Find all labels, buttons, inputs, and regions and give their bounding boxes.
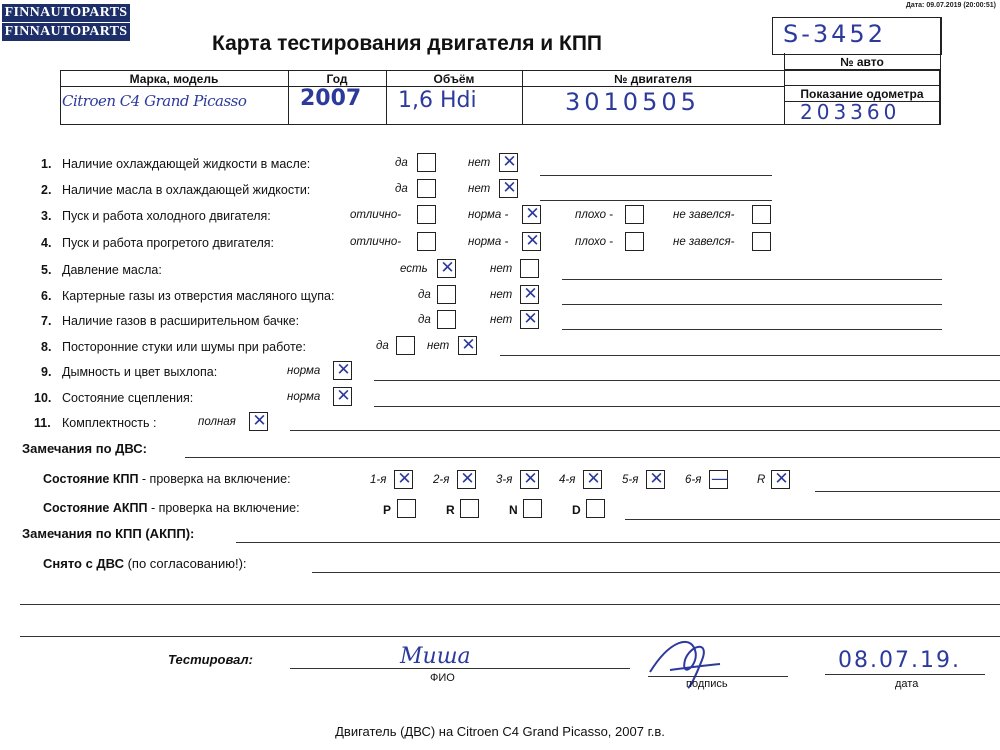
value-model: Citroen C4 Grand Picasso — [62, 92, 247, 110]
check-mark-icon: ✕ — [525, 231, 540, 251]
q4-normal-checkbox[interactable] — [522, 232, 541, 251]
signature-label: подпись — [686, 678, 728, 690]
gear-checkbox[interactable] — [709, 470, 728, 489]
gear-checkbox[interactable] — [646, 470, 665, 489]
watermark-logo-2: FINNAUTOPARTS — [2, 23, 130, 41]
check-mark-icon: ✕ — [336, 386, 351, 406]
tested-label: Тестировал: — [168, 652, 253, 667]
q9-normal-checkbox[interactable] — [333, 361, 352, 380]
q6-yes-checkbox[interactable] — [437, 285, 456, 304]
q4-excellent-checkbox[interactable] — [417, 232, 436, 251]
gear-checkbox[interactable] — [457, 470, 476, 489]
value-year: 2007 — [300, 86, 362, 111]
gear-checkbox[interactable] — [394, 470, 413, 489]
check-mark-icon: ✕ — [461, 335, 476, 355]
q9-normal-label: норма — [287, 365, 321, 377]
question-number: 6. — [41, 289, 52, 303]
q2-yes-checkbox[interactable] — [417, 179, 436, 198]
auto-gear-label: D — [572, 503, 581, 517]
header-car-no: № авто — [840, 55, 884, 69]
removed-rest: (по согласованию!): — [123, 556, 247, 571]
check-mark-icon: ✕ — [336, 360, 351, 380]
check-mark-icon: ✕ — [440, 258, 455, 278]
check-mark-icon: ✕ — [252, 411, 267, 431]
q3-bad-checkbox[interactable] — [625, 205, 644, 224]
q5-present-label: есть — [400, 263, 428, 275]
q2-no-label: нет — [468, 183, 491, 195]
auto-gear-checkbox[interactable] — [460, 499, 479, 518]
q7-yes-checkbox[interactable] — [437, 310, 456, 329]
q5-present-checkbox[interactable] — [437, 259, 456, 278]
header-engine-no: № двигателя — [614, 72, 692, 86]
q8-yes-checkbox[interactable] — [396, 336, 415, 355]
q3-bad-label: плохо - — [575, 209, 613, 221]
q5-no-label: нет — [490, 263, 513, 275]
q1-no-checkbox[interactable] — [499, 153, 518, 172]
auto-gear-checkbox[interactable] — [523, 499, 542, 518]
q3-normal-label: норма - — [468, 209, 509, 221]
q7-yes-label: да — [418, 314, 431, 326]
q1-no-label: нет — [468, 157, 491, 169]
removed-label — [43, 556, 247, 571]
auto-gear-label: P — [383, 503, 392, 517]
question-number: 3. — [41, 209, 52, 223]
header-volume: Объём — [433, 72, 475, 86]
q6-no-checkbox[interactable] — [520, 285, 539, 304]
q7-no-label: нет — [490, 314, 513, 326]
signoff-date: 08.07.19. — [838, 648, 961, 673]
question-number: 2. — [41, 183, 52, 197]
question-label: Картерные газы из отверстия масляного щупа: — [62, 289, 335, 303]
q4-not-started-label: не завелся- — [673, 236, 735, 248]
q1-yes-label: да — [395, 157, 408, 169]
q3-excellent-checkbox[interactable] — [417, 205, 436, 224]
gear-label: 5-я — [622, 474, 639, 486]
check-mark-icon: ✕ — [523, 469, 538, 489]
kpp-notes-label: Замечания по КПП (АКПП): — [22, 526, 195, 541]
question-label: Посторонние стуки или шумы при работе: — [62, 340, 306, 354]
check-mark-icon: ✕ — [523, 284, 538, 304]
q4-excellent-label: отлично- — [350, 236, 402, 248]
kpp-sub: - проверка на включение: — [138, 472, 291, 486]
engine-notes-label: Замечания по ДВС: — [22, 441, 147, 456]
check-mark-icon: ✕ — [586, 469, 601, 489]
question-label: Пуск и работа холодного двигателя: — [62, 209, 271, 223]
q8-no-label: нет — [427, 340, 450, 352]
auto-gear-checkbox[interactable] — [397, 499, 416, 518]
auto-gear-label: R — [446, 503, 455, 517]
q4-bad-label: плохо - — [575, 236, 613, 248]
tester-name: Миша — [400, 644, 471, 669]
q6-yes-label: да — [418, 289, 431, 301]
question-label: Комплектность : — [62, 416, 157, 430]
check-mark-icon: ✕ — [774, 469, 789, 489]
question-number: 5. — [41, 263, 52, 277]
q8-yes-label: да — [376, 340, 389, 352]
q1-yes-checkbox[interactable] — [417, 153, 436, 172]
watermark-logo: FINNAUTOPARTS — [2, 4, 130, 22]
gear-label: 6-я — [685, 474, 702, 486]
akpp-label: Состояние АКПП — [43, 501, 148, 515]
header-odometer: Показание одометра — [800, 87, 924, 101]
question-label: Давление масла: — [62, 263, 162, 277]
auto-gear-checkbox[interactable] — [586, 499, 605, 518]
q6-no-label: нет — [490, 289, 513, 301]
question-number: 1. — [41, 157, 52, 171]
check-mark-icon: ✕ — [649, 469, 664, 489]
question-number: 9. — [41, 365, 52, 379]
value-volume: 1,6 Hdi — [398, 88, 477, 113]
kpp-row-label — [43, 472, 291, 486]
gear-label: 4-я — [559, 474, 576, 486]
q11-full-label: полная — [198, 416, 236, 428]
gear-label: R — [757, 474, 766, 486]
check-mark-icon: ✕ — [502, 178, 517, 198]
gear-label: 3-я — [496, 474, 513, 486]
question-number: 4. — [41, 236, 52, 250]
check-mark-icon: ✕ — [525, 204, 540, 224]
value-odometer: 203360 — [800, 100, 901, 124]
q4-normal-label: норма - — [468, 236, 509, 248]
akpp-row-label — [43, 501, 300, 515]
gear-checkbox[interactable] — [771, 470, 790, 489]
question-number: 11. — [34, 416, 51, 430]
value-engine-no: 3010505 — [565, 88, 700, 116]
question-label: Дымность и цвет выхлопа: — [62, 365, 218, 379]
stock-number-box — [772, 17, 942, 55]
question-number: 10. — [34, 391, 52, 405]
q7-no-checkbox[interactable] — [520, 310, 539, 329]
removed-bold: Снято с ДВС — [43, 556, 124, 571]
question-label: Пуск и работа прогретого двигателя: — [62, 236, 274, 250]
check-mark-icon: ✕ — [397, 469, 412, 489]
question-label: Наличие масла в охлаждающей жидкости: — [62, 183, 311, 197]
header-model: Марка, модель — [129, 72, 219, 86]
q3-not-started-checkbox[interactable] — [752, 205, 771, 224]
question-label: Наличие охлаждающей жидкости в масле: — [62, 157, 311, 171]
q5-no-checkbox[interactable] — [520, 259, 539, 278]
q4-not-started-checkbox[interactable] — [752, 232, 771, 251]
fio-label: ФИО — [430, 672, 455, 684]
dash-mark-icon: — — [711, 469, 728, 489]
gear-checkbox[interactable] — [583, 470, 602, 489]
question-number: 8. — [41, 340, 52, 354]
q2-yes-label: да — [395, 183, 408, 195]
question-number: 7. — [41, 314, 52, 328]
q2-no-checkbox[interactable] — [499, 179, 518, 198]
kpp-label: Состояние КПП — [43, 472, 139, 486]
gear-label: 2-я — [433, 474, 450, 486]
q3-normal-checkbox[interactable] — [522, 205, 541, 224]
gear-checkbox[interactable] — [520, 470, 539, 489]
q3-excellent-label: отлично- — [350, 209, 402, 221]
stock-number: S-3452 — [783, 20, 886, 48]
gear-label: 1-я — [370, 474, 387, 486]
q4-bad-checkbox[interactable] — [625, 232, 644, 251]
q10-normal-checkbox[interactable] — [333, 387, 352, 406]
question-label: Наличие газов в расширительном бачке: — [62, 314, 300, 328]
header-year: Год — [326, 72, 348, 86]
question-label: Состояние сцепления: — [62, 391, 194, 405]
check-mark-icon: ✕ — [502, 152, 517, 172]
q8-no-checkbox[interactable] — [458, 336, 477, 355]
check-mark-icon: ✕ — [460, 469, 475, 489]
q10-normal-label: норма — [287, 391, 321, 403]
date-stamp: Дата: 09.07.2019 (20:00:51) — [905, 2, 996, 9]
q11-full-checkbox[interactable] — [249, 412, 268, 431]
date-label: дата — [895, 678, 919, 690]
page-title: Карта тестирования двигателя и КПП — [212, 32, 603, 55]
auto-gear-label: N — [509, 503, 518, 517]
q3-not-started-label: не завелся- — [673, 209, 735, 221]
akpp-sub: - проверка на включение: — [147, 501, 300, 515]
page-caption: Двигатель (ДВС) на Citroen C4 Grand Picasso, 2007 г.в. — [0, 713, 1000, 750]
check-mark-icon: ✕ — [523, 309, 538, 329]
